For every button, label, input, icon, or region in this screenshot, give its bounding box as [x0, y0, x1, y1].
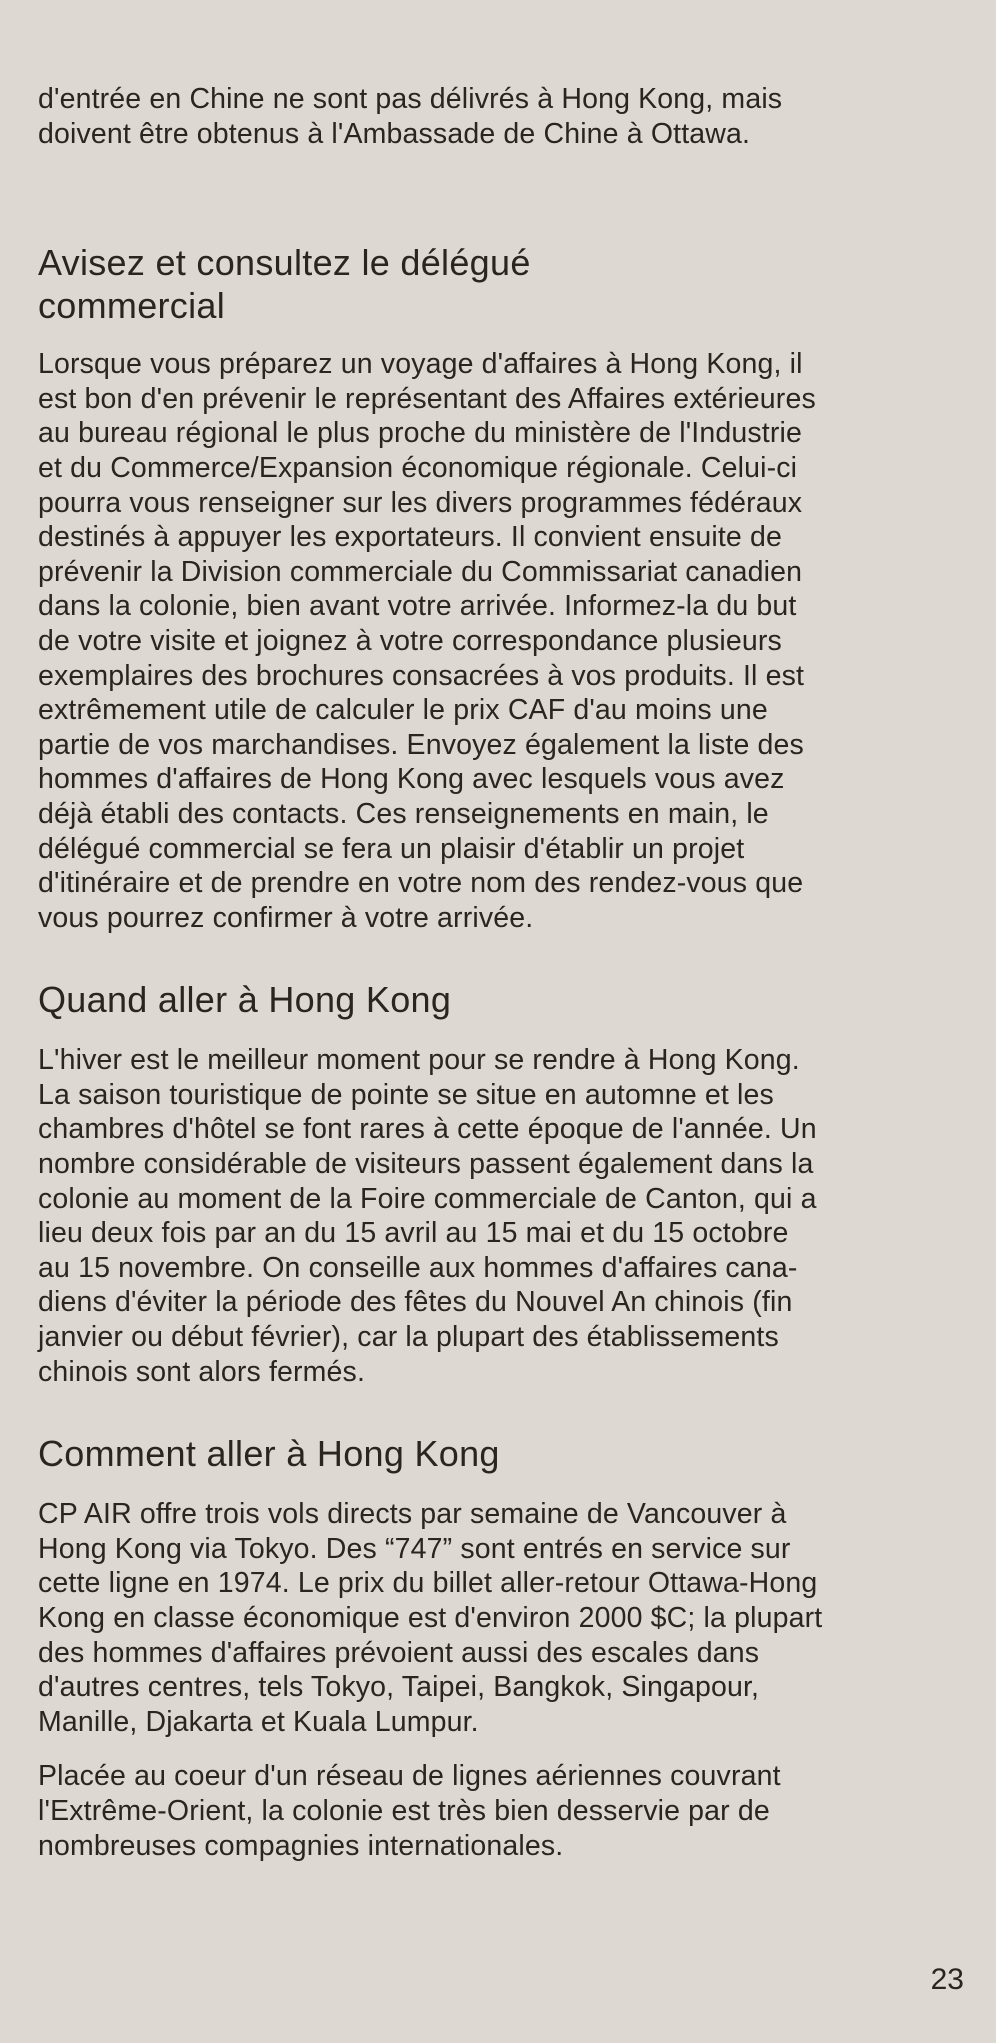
text-line: d'autres centres, tels Tokyo, Taipei, Bangkok, Singapour,	[38, 1671, 760, 1704]
text-line: lieu deux fois par an du 15 avril au 15 mai et du 15 octobre	[38, 1217, 789, 1250]
section-paragraph-comment-2	[38, 1759, 988, 1863]
section-heading-delegue	[38, 241, 996, 327]
text-line: nombre considérable de visiteurs passent également dans la	[38, 1148, 814, 1181]
text-line: CP AIR offre trois vols directs par semaine de Vancouver à	[38, 1498, 787, 1531]
text-line: doivent être obtenus à l'Ambassade de Chine à Ottawa.	[38, 117, 751, 150]
text-line: Kong en classe économique est d'environ 2000 $C; la plupart	[38, 1602, 823, 1634]
text-line: de votre visite et joignez à votre correspondance plusieurs	[38, 624, 782, 657]
text-line: délégué commercial se fera un plaisir d'établir un projet	[38, 832, 745, 865]
text-line: Placée au coeur d'un réseau de lignes aériennes couvrant	[38, 1760, 781, 1793]
heading-line: Comment aller à Hong Kong	[38, 1433, 500, 1475]
section-heading-quand	[38, 978, 996, 1021]
text-line: déjà établi des contacts. Ces renseignements en main, le	[38, 797, 769, 830]
page-number: 23	[930, 1963, 964, 1996]
text-line: destinés à appuyer les exportateurs. Il convient ensuite de	[38, 521, 782, 554]
text-line: pourra vous renseigner sur les divers programmes fédéraux	[38, 486, 803, 519]
section-paragraph-delegue	[38, 347, 988, 935]
text-line: des hommes d'affaires prévoient aussi des escales dans	[38, 1636, 760, 1669]
text-line: est bon d'en prévenir le représentant des Affaires extérieures	[38, 382, 816, 415]
text-line: diens d'éviter la période des fêtes du Nouvel An chinois (fin	[38, 1286, 793, 1319]
section-paragraph-quand	[38, 1043, 988, 1389]
heading-line: commercial	[38, 285, 226, 327]
text-line: exemplaires des brochures consacrées à vos produits. Il est	[38, 659, 805, 692]
text-line: l'Extrême-Orient, la colonie est très bien desservie par de	[38, 1794, 770, 1827]
text-line: La saison touristique de pointe se situe en automne et les	[38, 1078, 774, 1111]
text-line: nombreuses compagnies internationales.	[38, 1829, 564, 1862]
text-line: Manille, Djakarta et Kuala Lumpur.	[38, 1705, 479, 1738]
text-line: d'entrée en Chine ne sont pas délivrés à Hong Kong, mais	[38, 83, 783, 115]
text-line: et du Commerce/Expansion économique régionale. Celui-ci	[38, 451, 798, 484]
text-line: chambres d'hôtel se font rares à cette époque de l'année. Un	[38, 1113, 817, 1146]
heading-line: Quand aller à Hong Kong	[38, 979, 452, 1021]
text-line: vous pourrez confirmer à votre arrivée.	[38, 901, 534, 934]
text-line: L'hiver est le meilleur moment pour se rendre à Hong Kong.	[38, 1044, 800, 1077]
text-line: Lorsque vous préparez un voyage d'affaires à Hong Kong, il	[38, 348, 803, 381]
text-line: extrêmement utile de calculer le prix CAF d'au moins une	[38, 694, 768, 727]
heading-line: Avisez et consultez le délégué	[38, 242, 531, 284]
text-line: Hong Kong via Tokyo. Des “747” sont entrés en service sur	[38, 1532, 791, 1565]
text-line: chinois sont alors fermés.	[38, 1355, 366, 1388]
intro-paragraph	[38, 82, 988, 151]
text-line: colonie au moment de la Foire commerciale de Canton, qui a	[38, 1182, 817, 1215]
section-paragraph-comment-1	[38, 1497, 988, 1739]
text-line: prévenir la Division commerciale du Commissariat canadien	[38, 555, 803, 588]
text-line: partie de vos marchandises. Envoyez également la liste des	[38, 728, 804, 761]
text-line: cette ligne en 1974. Le prix du billet aller-retour Ottawa-Hong	[38, 1567, 818, 1600]
text-line: au bureau régional le plus proche du ministère de l'Industrie	[38, 417, 802, 450]
text-line: au 15 novembre. On conseille aux hommes d'affaires cana-	[38, 1251, 798, 1284]
text-line: hommes d'affaires de Hong Kong avec lesquels vous avez	[38, 763, 785, 796]
section-heading-comment	[38, 1432, 996, 1475]
text-line: janvier ou début février), car la plupart des établissements	[38, 1321, 779, 1354]
text-line: dans la colonie, bien avant votre arrivée. Informez-la du but	[38, 590, 797, 623]
text-line: d'itinéraire et de prendre en votre nom des rendez-vous que	[38, 867, 804, 900]
